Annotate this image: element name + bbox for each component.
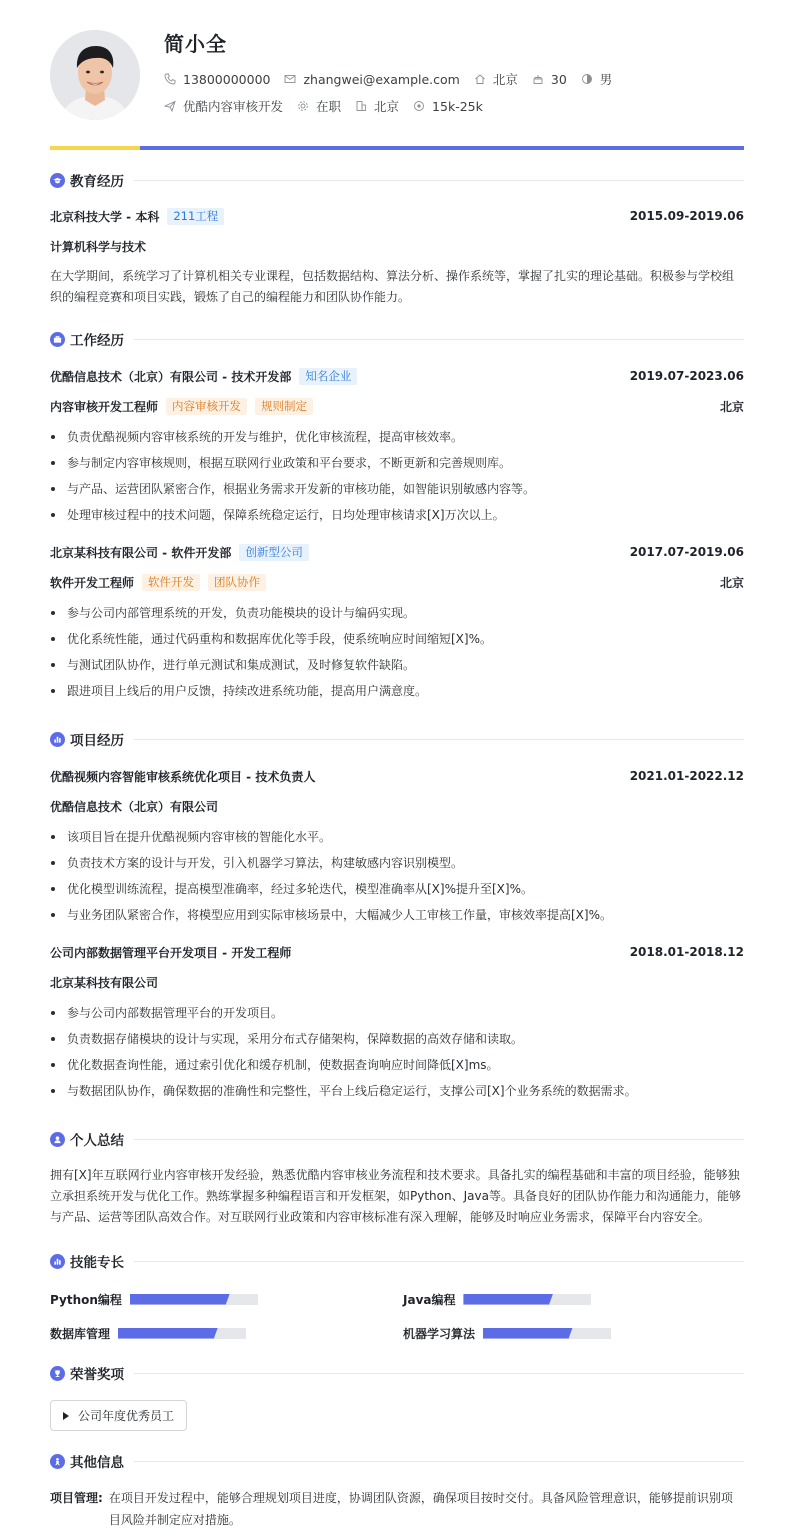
skill-level-bar [130,1294,258,1305]
skill-name: 机器学习算法 [403,1326,476,1341]
play-icon [63,1412,69,1420]
list-item: 该项目旨在提升优酷视频内容审核的智能化水平。 [50,827,744,847]
summary-section-title [50,1129,744,1149]
list-item: 负责优酷视频内容审核系统的开发与维护，优化审核流程，提高审核效率。 [50,427,744,447]
skill-item [50,1291,258,1307]
avatar [50,30,140,120]
job-position: 软件开发工程师 [50,575,135,590]
skill-item [403,1325,611,1341]
age-text: 30 [550,71,567,87]
salary-info [413,99,483,114]
list-item: 参与制定内容审核规则，根据互联网行业政策和平台要求，不断更新和完善规则库。 [50,453,744,473]
job-tag: 规则制定 [255,398,313,415]
briefcase-icon [50,332,65,347]
location-text: 北京 [492,72,518,87]
coin-icon [413,100,425,112]
project-date: 2018.01-2018.12 [629,945,744,959]
project-name: 公司内部数据管理平台开发项目 - 开发工程师 [50,945,292,960]
job-intent-row [164,97,497,115]
project-header-row [50,766,744,786]
section-heading: 教育经历 [70,174,124,190]
trophy-icon [50,1366,65,1381]
project-org-row [50,972,744,992]
job-tag: 内容审核开发 [166,398,247,415]
major-row [50,236,744,256]
company-name: 优酷信息技术（北京）有限公司 - 技术开发部 [50,369,292,384]
list-item: 跟进项目上线后的用户反馈，持续改进系统功能，提高用户满意度。 [50,681,744,701]
major-name: 计算机科学与技术 [50,239,147,254]
project-org-row [50,796,744,816]
building-icon [355,100,367,112]
job-position-row [50,396,744,416]
target-city-info [355,97,399,115]
other-info-label: 项目管理: [50,1491,103,1505]
list-item: 参与公司内部数据管理平台的开发项目。 [50,1003,744,1023]
bar-chart-icon [50,732,65,747]
list-item: 与测试团队协作，进行单元测试和集成测试，及时修复软件缺陷。 [50,655,744,675]
gear-icon [297,100,309,112]
skill-level-bar [483,1328,611,1339]
award-item[interactable] [50,1400,187,1431]
graduation-cap-icon [50,173,65,188]
list-item: 负责技术方案的设计与开发，引入机器学习算法，构建敏感内容识别模型。 [50,853,744,873]
location-info [474,70,518,88]
education-date: 2015.09-2019.06 [629,209,744,223]
education-description: 在大学期间，系统学习了计算机相关专业课程，包括数据结构、算法分析、操作系统等，掌握了扎实的理论基础。积极参与学校组织的编程竞赛和项目实践，锻炼了自己的编程能力和团队协作能力。 [50,269,735,304]
school-name: 北京科技大学 - 本科 [50,209,160,224]
job-position-row [50,572,744,592]
skill-name: 数据库管理 [50,1326,111,1341]
award-label: 公司年度优秀员工 [78,1409,175,1423]
gender-text: 男 [599,72,613,87]
company-name: 北京某科技有限公司 - 软件开发部 [50,545,232,560]
other-section-title [50,1451,744,1471]
target-city-text: 北京 [374,99,400,114]
list-item: 参与公司内部管理系统的开发，负责功能模块的设计与编码实现。 [50,603,744,623]
avatar-portrait-icon [50,30,140,120]
list-item: 优化数据查询性能，通过索引优化和缓存机制，使数据查询响应时间降低[X]ms。 [50,1055,744,1075]
other-info-text: 在项目开发过程中，能够合理规划项目进度，协调团队资源，确保项目按时交付。具备风险管理意识，能够提前识别项目风险并制定应对措施。 [108,1491,733,1527]
work-section-title [50,329,744,349]
education-section-title [50,170,744,190]
company-tag: 知名企业 [299,368,357,385]
job-header-row [50,542,744,562]
honors-section-title [50,1363,744,1383]
section-heading: 荣誉奖项 [70,1367,124,1383]
people-icon [50,1454,65,1469]
job-tag: 团队协作 [208,574,266,591]
section-heading: 工作经历 [70,333,124,349]
salary-text: 15k-25k [432,98,483,114]
project-date: 2021.01-2022.12 [629,769,744,783]
header-divider [50,146,744,150]
job-date: 2019.07-2023.06 [629,369,744,383]
section-heading: 个人总结 [70,1133,124,1149]
other-info-item [50,1487,744,1531]
email-info [284,72,459,87]
phone-info [164,72,270,87]
skill-item [403,1291,591,1307]
list-item: 与数据团队协作，确保数据的准确性和完整性，平台上线后稳定运行，支撑公司[X]个业务系统的数据需求。 [50,1081,744,1101]
gender-info [581,70,613,88]
school-tag: 211工程 [167,208,224,225]
bar-chart-icon [50,1254,65,1269]
status-text: 在职 [316,99,342,114]
phone-icon [164,73,176,85]
contact-row [164,70,626,88]
job-header-row [50,366,744,386]
list-item: 与业务团队紧密合作，将模型应用到实际审核场景中，大幅减少人工审核工作量，审核效率提高[X]%。 [50,905,744,925]
user-icon [50,1132,65,1147]
home-icon [474,73,486,85]
project-header-row [50,942,744,962]
list-item: 负责数据存储模块的设计与实现，采用分布式存储架构，保障数据的高效存储和读取。 [50,1029,744,1049]
section-heading: 技能专长 [70,1255,124,1271]
send-icon [164,100,176,112]
candidate-name: 简小全 [164,32,227,56]
section-heading: 项目经历 [70,733,124,749]
skill-level-bar [463,1294,591,1305]
job-city: 北京 [719,575,744,590]
skill-name: Java编程 [403,1292,456,1307]
education-header-row [50,206,744,226]
list-item: 优化模型训练流程，提高模型准确率，经过多轮迭代，模型准确率从[X]%提升至[X]%。 [50,879,744,899]
job-tag: 软件开发 [142,574,200,591]
list-item: 优化系统性能，通过代码重构和数据库优化等手段，使系统响应时间缩短[X]%。 [50,629,744,649]
section-heading: 其他信息 [70,1455,124,1471]
list-item: 处理审核过程中的技术问题，保障系统稳定运行，日均处理审核请求[X]万次以上。 [50,505,744,525]
email-text: zhangwei@example.com [303,71,460,87]
job-position: 内容审核开发工程师 [50,399,159,414]
cake-icon [532,73,544,85]
target-job-text: 优酷内容审核开发 [183,99,284,114]
skill-name: Python编程 [50,1292,122,1307]
project-section-title [50,729,744,749]
project-name: 优酷视频内容智能审核系统优化项目 - 技术负责人 [50,769,316,784]
target-job-info [164,97,283,115]
age-info [532,72,567,87]
company-tag: 创新型公司 [239,544,309,561]
mail-icon [284,73,296,85]
project-org: 北京某科技有限公司 [50,975,159,990]
skills-section-title [50,1251,744,1271]
summary-text: 拥有[X]年互联网行业内容审核开发经验，熟悉优酷内容审核业务流程和技术要求。具备扎实的编程基础和丰富的项目经验，能够独立承担系统开发与优化工作。熟练掌握多种编程语言和开发框架，如Python、Java等。具备良好的团队协作能力和沟通能力，能够与产品、运营等团队高效合作。对互联网行业政策和内容审核标准有深入理解，能够及时响应业务需求，保障平台内容安全。 [50,1168,741,1224]
skill-level-bar [118,1328,246,1339]
phone-text: 13800000000 [183,71,271,87]
project-org: 优酷信息技术（北京）有限公司 [50,799,219,814]
status-info [297,97,341,115]
job-date: 2017.07-2019.06 [629,545,744,559]
job-city: 北京 [719,399,744,414]
list-item: 与产品、运营团队紧密合作，根据业务需求开发新的审核功能，如智能识别敏感内容等。 [50,479,744,499]
gender-icon [581,73,593,85]
skill-item [50,1325,246,1341]
